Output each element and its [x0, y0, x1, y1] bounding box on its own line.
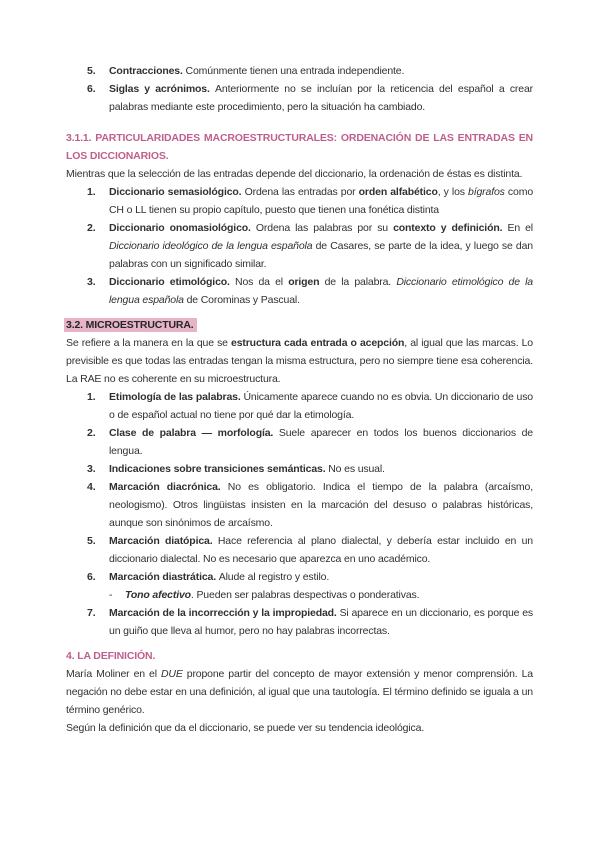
list-item — [66, 424, 533, 460]
list-item — [66, 568, 533, 604]
text-run: Diccionario onomasiológico. — [109, 222, 256, 234]
text-run: Suele aparecer en todos los buenos diccionarios de lengua. — [109, 427, 533, 457]
list-item-number: 5. — [87, 65, 96, 77]
numbered-list — [66, 388, 533, 640]
list-item-number: 1. — [87, 391, 96, 403]
list-item — [66, 219, 533, 273]
list-item-number: 4. — [87, 481, 96, 493]
list-item-number: 7. — [87, 607, 96, 619]
text-run: Marcación diastrática. — [109, 571, 219, 583]
text-run: Ordena las palabras por su — [255, 222, 394, 234]
text-run: Diccionario ideológico de la lengua española — [109, 240, 313, 252]
sub-list-text — [125, 586, 533, 604]
text-run: Contracciones. — [109, 65, 186, 77]
text-run: contexto y definición. — [393, 222, 508, 234]
text-run: de Corominas y Pascual. — [183, 294, 300, 306]
list-item-text — [109, 80, 533, 116]
text-run: , y los — [437, 186, 469, 198]
text-run: origen — [288, 276, 320, 288]
section-heading: 3.1.1. PARTICULARIDADES MACROESTRUCTURALES: ORDENACIÓN DE LAS ENTRADAS EN LOS DICCIONARIOS. — [66, 132, 533, 162]
text-run: Siglas y acrónimos. — [109, 83, 216, 95]
text-run: , al igual que las marcas. Lo previsible es que todas las entradas tengan la misma estructura, pero no siempre tiene esa coherencia. La RAE no es coherente en su microestructura. — [66, 337, 533, 385]
list-item-text — [109, 183, 533, 219]
sub-list-dash: - — [109, 589, 113, 601]
section-heading-highlighted: 3.2. MICROESTRUCTURA. — [64, 318, 197, 332]
text-run: Mientras que la selección de las entradas depende del diccionario, la ordenación de éstas es distinta. — [66, 168, 523, 180]
text-run: Alude al registro y estilo. — [218, 571, 330, 583]
list-item-number: 3. — [87, 276, 96, 288]
list-item — [66, 460, 533, 478]
text-run: Marcación de la incorrección y la impropiedad. — [109, 607, 340, 619]
list-item-number: 1. — [87, 186, 96, 198]
text-run: Etimología de las palabras. — [109, 391, 244, 403]
list-item-text — [109, 460, 533, 478]
list-item-number: 3. — [87, 463, 96, 475]
list-item-number: 6. — [87, 571, 96, 583]
list-item-number: 2. — [87, 427, 96, 439]
list-item — [66, 532, 533, 568]
list-item — [66, 273, 533, 309]
text-run: Ordena las entradas por — [244, 186, 359, 198]
text-run: Comúnmente tienen una entrada independiente. — [185, 65, 405, 77]
list-item-text — [109, 388, 533, 424]
list-item — [66, 183, 533, 219]
text-run: de la palabra. — [319, 276, 397, 288]
text-run: . Pueden ser palabras despectivas o ponderativas. — [190, 589, 420, 601]
section-heading-highlight-row — [66, 316, 533, 334]
text-run: propone partir del concepto de mayor extensión y menor comprensión. La negación no debe estar en una definición, al igual que una tautología. El término definido se iguala a un término genérico. — [66, 668, 533, 716]
list-item — [66, 388, 533, 424]
text-run: estructura cada entrada o acepción — [231, 337, 405, 349]
text-run: Se refiere a la manera en la que se — [66, 337, 232, 349]
text-run: Indicaciones sobre transiciones semánticas. — [109, 463, 329, 475]
text-run: Nos da el — [235, 276, 289, 288]
text-run: orden alfabético — [358, 186, 438, 198]
list-item — [66, 80, 533, 116]
list-item-number: 6. — [87, 83, 96, 95]
list-item-text — [109, 604, 533, 640]
document-content — [66, 62, 533, 737]
paragraph — [66, 719, 533, 737]
list-item-text — [109, 219, 533, 273]
paragraph — [66, 334, 533, 388]
list-item-text — [109, 532, 533, 568]
list-item-text — [109, 478, 533, 532]
text-run: Anteriormente no se incluían por la reticencia del español a crear palabras mediante este procedimiento, pero la situación ha cambiado. — [109, 83, 533, 113]
text-run: Diccionario semasiológico. — [109, 186, 245, 198]
text-run: Si aparece en un diccionario, es porque es un guiño que lleva al humor, pero no hay palabras incorrectas. — [109, 607, 534, 637]
text-run: Según la definición que da el diccionario, se puede ver su tendencia ideológica. — [66, 722, 425, 734]
paragraph — [66, 165, 533, 183]
text-run: como CH o LL tienen su propio capítulo, puesto que tienen una fonética distinta — [109, 186, 534, 216]
text-run: de Casares, se parte de la idea, y luego se dan palabras con un significado similar. — [109, 240, 533, 270]
list-item-text — [109, 273, 533, 309]
text-run: María Moliner en el — [66, 668, 161, 680]
text-run: En el — [507, 222, 533, 234]
text-run: Tono afectivo — [125, 589, 191, 601]
text-run: bígrafos — [468, 186, 505, 198]
list-item-number: 2. — [87, 222, 96, 234]
list-item — [66, 62, 533, 80]
list-item-text — [109, 424, 533, 460]
list-item-number: 5. — [87, 535, 96, 547]
numbered-list — [66, 62, 533, 116]
text-run: Marcación diacrónica. — [109, 481, 228, 493]
sub-list-item — [109, 586, 533, 604]
text-run: Únicamente aparece cuando no es obvia. Un diccionario de uso o de español actual no tiene por qué dar la etimología. — [109, 391, 533, 421]
list-item-text — [109, 568, 533, 604]
section-heading: 4. LA DEFINICIÓN. — [66, 650, 156, 662]
text-run: Hace referencia al plano dialectal, y debería estar incluido en un diccionario dialectal. No es necesario que aparezca en uno académico. — [109, 535, 533, 565]
text-run: Clase de palabra — morfología. — [109, 427, 279, 439]
text-run: Marcación diatópica. — [109, 535, 218, 547]
text-run: DUE — [160, 668, 183, 680]
list-item — [66, 604, 533, 640]
numbered-list — [66, 183, 533, 309]
paragraph — [66, 665, 533, 719]
text-run: No es obligatorio. Indica el tiempo de la palabra (arcaísmo, neologismo). Otros lingüistas insisten en la marcación del desuso o palabras históricas, aunque son sinónimos de arcaísmo. — [109, 481, 533, 529]
list-item — [66, 478, 533, 532]
list-item-text — [109, 62, 533, 80]
text-run: Diccionario etimológico. — [109, 276, 236, 288]
text-run: Diccionario etimológico de la lengua española — [109, 276, 533, 306]
text-run: No es usual. — [328, 463, 385, 475]
